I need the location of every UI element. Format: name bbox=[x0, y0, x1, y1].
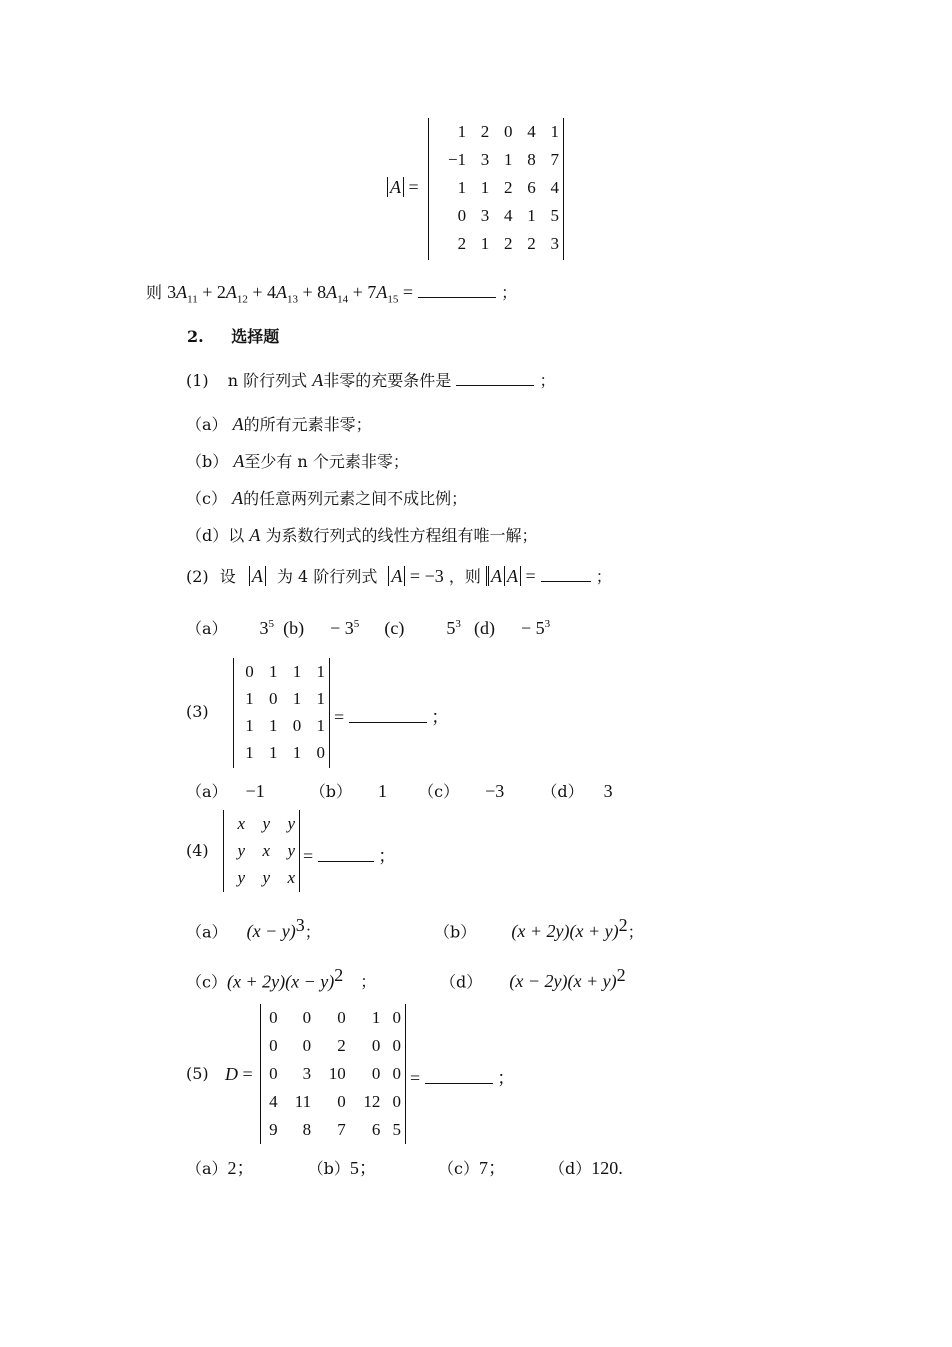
q5-matrix-cell: 0 bbox=[269, 1064, 278, 1083]
matrix-a-cell: 3 bbox=[480, 206, 490, 225]
matrix-a-cell: 3 bbox=[480, 150, 490, 169]
matrix-a-cell: 2 bbox=[504, 234, 513, 253]
q3-option-c[interactable]: （c） −3 bbox=[418, 781, 505, 801]
matrix-a-cell: 2 bbox=[504, 178, 513, 197]
q4-option-d[interactable]: （d） $(x - 2y)(x + y)^2$ bbox=[440, 965, 626, 992]
q5-matrix-row bbox=[261, 1060, 405, 1088]
q3-matrix-row bbox=[234, 658, 329, 685]
matrix-a-cell: 2 bbox=[457, 234, 467, 253]
q5-matrix-cell: 7 bbox=[337, 1120, 346, 1139]
q4-equals: = ； bbox=[303, 846, 397, 866]
q5-option-b[interactable]: （b）5； bbox=[307, 1158, 377, 1178]
matrix-a-row bbox=[429, 230, 563, 258]
section-title: 选择题 bbox=[231, 327, 280, 346]
q4-matrix-cell: x bbox=[262, 840, 270, 860]
q3-matrix-cell: 1 bbox=[316, 688, 325, 708]
q5-matrix-cell: 0 bbox=[392, 1064, 401, 1083]
matrix-a-cell: 2 bbox=[527, 234, 536, 253]
q5-matrix-cell: 12 bbox=[363, 1092, 381, 1111]
q2-option-a[interactable]: （a） $3^5$ bbox=[186, 618, 275, 638]
q4-option-c[interactable]: $(c)(x + 2y)(x - y)^2$ ； bbox=[186, 965, 377, 992]
q2-answer-blank[interactable] bbox=[541, 581, 591, 582]
q5-matrix-cell: 0 bbox=[302, 1008, 312, 1027]
matrix-a-cell: 4 bbox=[550, 178, 559, 197]
q5-equals: = ； bbox=[410, 1068, 516, 1088]
matrix-a-cell: 0 bbox=[504, 122, 513, 141]
q3-matrix-cell: 1 bbox=[292, 688, 302, 708]
q3-number: (3) bbox=[186, 702, 209, 721]
q5-matrix-cell: 0 bbox=[269, 1036, 278, 1055]
q4-matrix-cell: y bbox=[262, 813, 270, 833]
q2-options bbox=[186, 616, 550, 639]
cofactor-question: 则 $3A_{11} + 2A_{12} + 4A_{13} + 8A_{14} + 7A_{15}$ = ； bbox=[146, 282, 518, 306]
matrix-a-cell: 6 bbox=[527, 178, 536, 197]
q5-option-d[interactable]: （d）120. bbox=[549, 1158, 623, 1178]
q2-option-b[interactable]: $(b) - 3^5$ bbox=[283, 618, 360, 638]
q4-option-b[interactable]: （b） $(x + 2y)(x + y)^2$； bbox=[434, 915, 644, 942]
q3-matrix-cell: 1 bbox=[245, 715, 254, 735]
q2-stem: (2) 设 A 为 4 阶行列式 A = −3 ，则 A A = ； bbox=[186, 566, 612, 586]
q5-matrix-cell: 3 bbox=[302, 1064, 312, 1083]
q5-matrix-cell: 0 bbox=[371, 1036, 381, 1055]
q4-matrix-cell: y bbox=[237, 840, 245, 860]
matrix-a-cell: 1 bbox=[504, 150, 513, 169]
q5-matrix-row bbox=[261, 1116, 405, 1144]
prefix-text: 则 bbox=[146, 283, 163, 302]
matrix-a-cell: 5 bbox=[550, 206, 559, 225]
q3-matrix-cell: 1 bbox=[269, 715, 278, 735]
matrix-a-cell: 4 bbox=[527, 122, 536, 141]
matrix-a-cell: 0 bbox=[457, 206, 467, 225]
matrix-a-cell: 1 bbox=[457, 122, 467, 141]
section-number: 2. bbox=[187, 327, 204, 346]
answer-blank[interactable] bbox=[418, 297, 496, 298]
matrix-a-cell: −1 bbox=[447, 150, 467, 169]
matrix-a-row bbox=[429, 118, 563, 146]
q5-matrix-cell: 0 bbox=[337, 1092, 346, 1111]
matrix-a-cell: 1 bbox=[527, 206, 536, 225]
matrix-a-row bbox=[429, 202, 563, 230]
q3-matrix-cell: 1 bbox=[292, 661, 302, 681]
q5-matrix-cell: 8 bbox=[302, 1120, 312, 1139]
q5-answer-blank[interactable] bbox=[425, 1083, 493, 1084]
q4-matrix-cell: x bbox=[287, 867, 295, 887]
q3-matrix-row bbox=[234, 712, 329, 739]
q5-matrix-cell: 10 bbox=[328, 1064, 346, 1083]
q3-matrix-cell: 1 bbox=[316, 661, 325, 681]
q4-matrix-cell: y bbox=[237, 867, 245, 887]
q5-options bbox=[186, 1154, 623, 1180]
matrix-a-label: A = bbox=[387, 177, 419, 198]
q4-matrix-row bbox=[224, 864, 299, 891]
q3-matrix-cell: 0 bbox=[316, 742, 325, 762]
q4-matrix-cell: y bbox=[287, 840, 295, 860]
q5-matrix-cell: 0 bbox=[302, 1036, 312, 1055]
q5-determinant bbox=[260, 1004, 406, 1144]
q1-option-d[interactable]: （d）以 A 为系数行列式的线性方程组有唯一解； bbox=[186, 525, 538, 545]
q5-matrix-cell: 0 bbox=[371, 1064, 381, 1083]
q4-matrix-cell: y bbox=[262, 867, 270, 887]
q3-option-a[interactable]: （a） −1 bbox=[186, 781, 265, 801]
q1-option-b[interactable]: （b） A至少有 n 个元素非零； bbox=[186, 451, 409, 471]
q3-matrix-cell: 0 bbox=[269, 688, 278, 708]
matrix-a-cell: 3 bbox=[550, 234, 559, 253]
q4-answer-blank[interactable] bbox=[318, 861, 374, 862]
q5-matrix-cell: 6 bbox=[371, 1120, 381, 1139]
q3-answer-blank[interactable] bbox=[349, 722, 427, 723]
q5-matrix-cell: 0 bbox=[392, 1036, 401, 1055]
q5-matrix-row bbox=[261, 1088, 405, 1116]
q5-matrix-cell: 0 bbox=[269, 1008, 278, 1027]
q2-option-d[interactable]: $(d) - 5^3$ bbox=[473, 618, 551, 638]
q3-determinant bbox=[233, 658, 330, 768]
q5-option-a[interactable]: （a）2； bbox=[186, 1158, 255, 1178]
q3-matrix-cell: 0 bbox=[292, 715, 302, 735]
q4-option-a[interactable]: （a） $(x - y)^3$； bbox=[186, 915, 321, 942]
matrix-a-cell: 1 bbox=[480, 178, 490, 197]
matrix-a-cell: 1 bbox=[550, 122, 559, 141]
q5-matrix-cell: 2 bbox=[337, 1036, 346, 1055]
q1-option-a[interactable]: （a） A的所有元素非零； bbox=[186, 414, 372, 434]
q4-number: (4) bbox=[186, 841, 209, 860]
q5-matrix-cell: 11 bbox=[294, 1092, 312, 1111]
q3-matrix-cell: 1 bbox=[245, 742, 254, 762]
q4-matrix-cell: x bbox=[237, 813, 245, 833]
q3-options bbox=[186, 779, 613, 802]
q5-matrix-cell: 9 bbox=[269, 1120, 278, 1139]
q3-matrix-row bbox=[234, 739, 329, 766]
q5-number: (5) bbox=[186, 1064, 209, 1083]
q5-matrix-row bbox=[261, 1032, 405, 1060]
q2-option-c[interactable]: (c) $5^3$ bbox=[384, 618, 461, 638]
q5-matrix-cell: 1 bbox=[371, 1008, 381, 1027]
section-heading bbox=[187, 324, 279, 347]
q4-determinant bbox=[223, 810, 300, 892]
q5-matrix-cell: 0 bbox=[392, 1008, 401, 1027]
q3-matrix-cell: 1 bbox=[292, 742, 302, 762]
q5-matrix-row bbox=[261, 1004, 405, 1032]
matrix-a-row bbox=[429, 146, 563, 174]
q3-matrix-cell: 1 bbox=[316, 715, 325, 735]
q5-matrix-cell: 4 bbox=[269, 1092, 278, 1111]
q5-option-c[interactable]: （c）7； bbox=[437, 1158, 506, 1178]
matrix-a-cell: 7 bbox=[550, 150, 559, 169]
q4-matrix-cell: y bbox=[287, 813, 295, 833]
matrix-a-determinant bbox=[428, 118, 564, 260]
q3-equals: = ； bbox=[334, 707, 450, 727]
q4-matrix-row bbox=[224, 837, 299, 864]
q3-matrix-cell: 1 bbox=[245, 688, 254, 708]
q4-matrix-row bbox=[224, 810, 299, 837]
q3-option-b[interactable]: （b） 1 bbox=[309, 781, 388, 801]
q3-matrix-cell: 0 bbox=[245, 661, 254, 681]
q3-option-d[interactable]: （d） 3 bbox=[541, 781, 613, 801]
q3-matrix-row bbox=[234, 685, 329, 712]
matrix-a-cell: 8 bbox=[527, 150, 536, 169]
q5-lhs: D = bbox=[225, 1064, 253, 1084]
q5-matrix-cell: 0 bbox=[337, 1008, 346, 1027]
q1-stem: (1) n 阶行列式 A非零的充要条件是 ； bbox=[186, 370, 556, 390]
q5-matrix-cell: 5 bbox=[392, 1120, 401, 1139]
matrix-a-cell: 2 bbox=[480, 122, 490, 141]
q1-answer-blank[interactable] bbox=[456, 385, 534, 386]
matrix-a-cell: 1 bbox=[480, 234, 490, 253]
q5-matrix-cell: 0 bbox=[392, 1092, 401, 1111]
q1-option-c[interactable]: （c） A的任意两列元素之间不成比例； bbox=[186, 488, 468, 508]
q3-matrix-cell: 1 bbox=[269, 742, 278, 762]
matrix-a-row bbox=[429, 174, 563, 202]
q3-matrix-cell: 1 bbox=[269, 661, 278, 681]
matrix-a-cell: 1 bbox=[457, 178, 467, 197]
matrix-a-cell: 4 bbox=[504, 206, 513, 225]
